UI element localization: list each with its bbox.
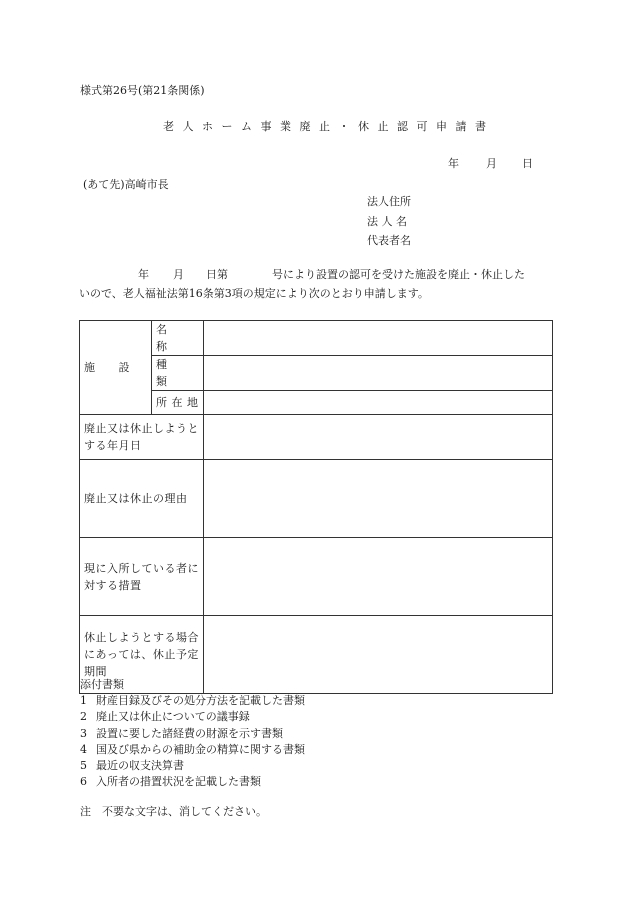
attachments-heading: 添付書類 <box>80 678 124 691</box>
attachment-item: 3 設置に要した諸経費の財源を示す書類 <box>80 726 283 740</box>
body-day-no: 日第 <box>206 268 228 281</box>
suspension-period-label: 休止しようとする場合にあっては、休止予定期間 <box>80 616 204 694</box>
body-rest-line1: 号により設置の認可を受けた施設を廃止・休止した <box>272 268 525 281</box>
body-line2: いので、老人福祉法第16条第3項の規定により次のとおり申請します。 <box>79 287 429 300</box>
facility-location-field[interactable] <box>204 391 553 415</box>
resident-measures-field[interactable] <box>204 538 553 616</box>
closure-date-field[interactable] <box>204 415 553 460</box>
application-table <box>79 320 553 694</box>
form-number: 様式第26号(第21条関係) <box>80 84 205 97</box>
facility-location-label: 所 在 地 <box>152 391 204 415</box>
date-year: 年 <box>448 157 459 170</box>
facility-name-field[interactable] <box>204 321 553 356</box>
closure-reason-field[interactable] <box>204 460 553 538</box>
applicant-address-label: 法人住所 <box>367 195 411 208</box>
applicant-representative-label: 代表者名 <box>367 234 411 247</box>
applicant-name-label: 法 人 名 <box>367 214 407 228</box>
attachment-item: 5 最近の収支決算書 <box>80 759 184 773</box>
facility-name-label: 名 称 <box>152 321 204 356</box>
date-day: 日 <box>522 157 533 170</box>
addressee: (あて先)高崎市長 <box>83 178 169 191</box>
applicant-block <box>367 192 411 251</box>
body-year: 年 <box>138 268 149 281</box>
document-title: 老人ホーム事業廃止・休止認可申請書 <box>163 120 495 133</box>
date-month: 月 <box>486 157 497 170</box>
facility-type-label: 種 類 <box>152 356 204 391</box>
note: 注 不要な文字は、消してください。 <box>80 805 267 818</box>
facility-type-field[interactable] <box>204 356 553 391</box>
attachments <box>80 677 305 790</box>
closure-date-label: 廃止又は休止しようとする年月日 <box>80 415 204 460</box>
date-line <box>448 155 533 171</box>
body-text <box>79 265 557 303</box>
body-month: 月 <box>173 268 184 281</box>
attachment-item: 6 入所者の措置状況を記載した書類 <box>80 775 261 789</box>
closure-reason-label: 廃止又は休止の理由 <box>80 460 204 538</box>
facility-label: 施 設 <box>80 321 152 415</box>
attachment-item: 4 国及び県からの補助金の精算に関する書類 <box>80 742 305 756</box>
resident-measures-label: 現に入所している者に対する措置 <box>80 538 204 616</box>
attachment-item: 2 廃止又は休止についての議事録 <box>80 710 250 724</box>
attachment-item: 1 財産目録及びその処分方法を記載した書類 <box>80 694 305 708</box>
